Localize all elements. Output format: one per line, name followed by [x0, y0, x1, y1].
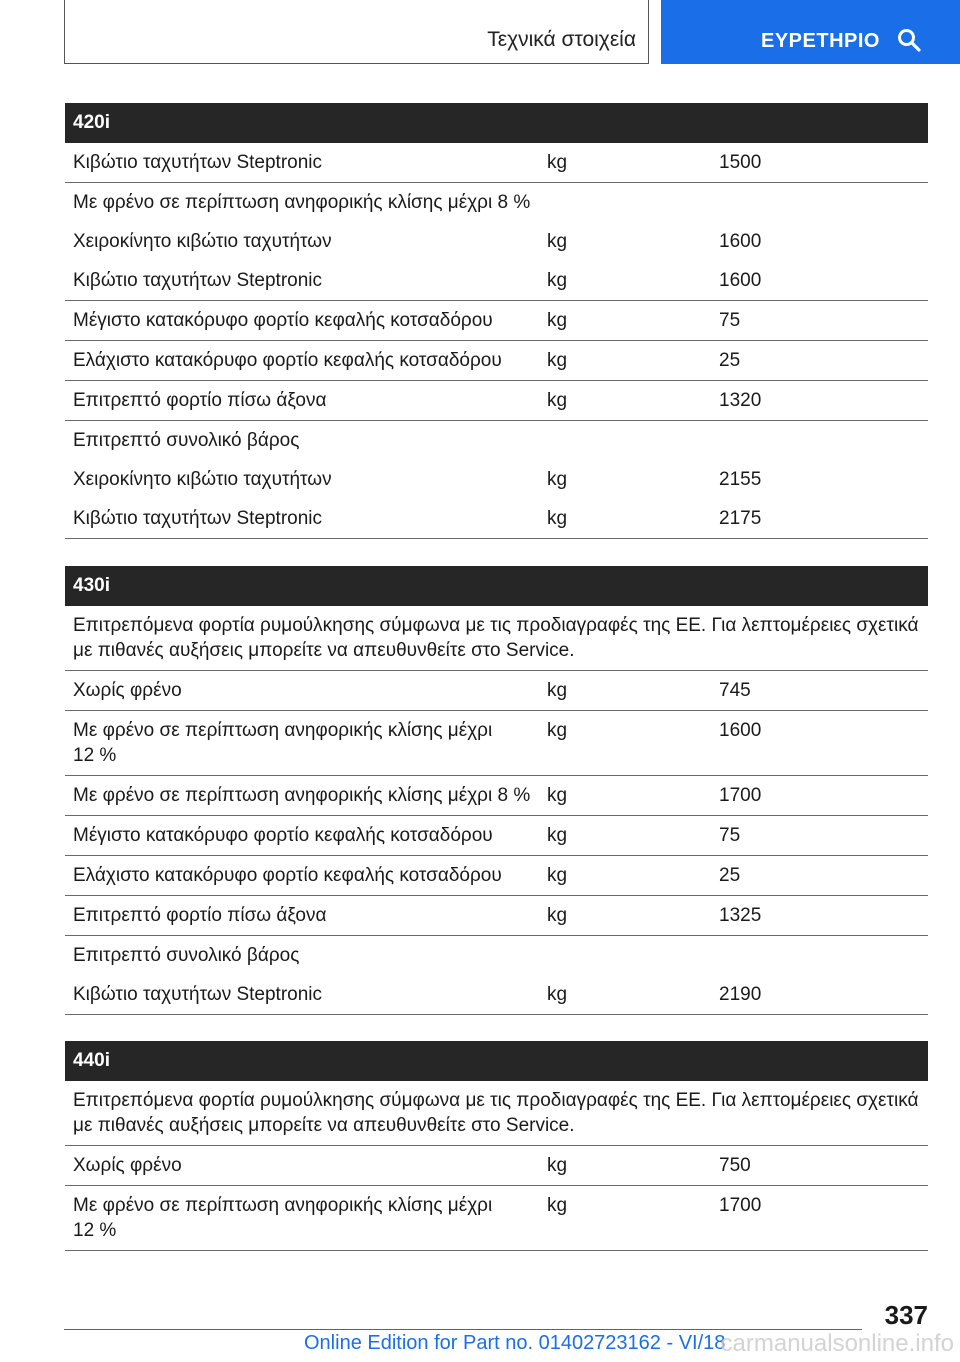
table-row [65, 143, 928, 183]
row-value: 750 [719, 1155, 751, 1176]
row-label: Χειροκίνητο κιβώτιο ταχυτήτων [73, 231, 332, 252]
row-unit: kg [547, 469, 568, 490]
row-value: 25 [719, 865, 741, 886]
row-unit: kg [547, 720, 568, 741]
row-value: 2175 [719, 508, 762, 529]
row-label: Με φρένο σε περίπτωση ανηφορικής κλίσης μέχρι 8 % [73, 785, 531, 806]
row-value: 1700 [719, 1195, 762, 1216]
row-unit: kg [547, 350, 568, 371]
table-row [65, 381, 928, 421]
page-number: 337 [884, 1300, 928, 1330]
row-unit: kg [547, 1195, 568, 1216]
row-label: Με φρένο σε περίπτωση ανηφορικής κλίσης μέχρι 12 % [73, 1195, 493, 1241]
table-row [65, 711, 928, 776]
index-label: ΕΥΡΕΤΗΡΙΟ [761, 30, 880, 52]
row-label: Κιβώτιο ταχυτήτων Steptronic [73, 152, 323, 173]
row-value: 1600 [719, 270, 762, 291]
row-unit: kg [547, 270, 568, 291]
row-value: 75 [719, 825, 741, 846]
row-value: 745 [719, 680, 751, 701]
row-label: Μέγιστο κατακόρυφο φορτίο κεφαλής κοτσαδόρου [73, 310, 493, 331]
row-value: 1320 [719, 390, 762, 411]
row-value: 2155 [719, 469, 762, 490]
row-value: 75 [719, 310, 741, 331]
row-value: 1500 [719, 152, 762, 173]
edition-link[interactable]: Online Edition for Part no. 01402723162 - VI/18 [304, 1332, 726, 1354]
table-row [65, 341, 928, 381]
table-title: 440i [65, 1041, 928, 1081]
row-label: Ελάχιστο κατακόρυφο φορτίο κεφαλής κοτσαδόρου [73, 865, 502, 886]
row-unit: kg [547, 310, 568, 331]
row-unit: kg [547, 231, 568, 252]
row-value: 1600 [719, 720, 762, 741]
row-value [719, 943, 928, 968]
row-unit: kg [547, 785, 568, 806]
table-row [65, 896, 928, 936]
row-unit: kg [547, 905, 568, 926]
row-unit: kg [547, 1155, 568, 1176]
watermark-text: carmanualsonline.info [720, 1330, 954, 1357]
section-title-link[interactable]: Τεχνικά στοιχεία [487, 28, 636, 51]
index-button[interactable] [661, 0, 960, 64]
row-unit [547, 943, 719, 968]
row-label: Επιτρεπτό φορτίο πίσω άξονα [73, 390, 327, 411]
row-label: Χωρίς φρένο [73, 680, 182, 701]
table-row [65, 421, 928, 460]
row-label: Με φρένο σε περίπτωση ανηφορικής κλίσης μέχρι 12 % [73, 720, 493, 766]
table-row [65, 776, 928, 816]
row-label: Με φρένο σε περίπτωση ανηφορικής κλίσης μέχρι 8 % [73, 192, 531, 213]
row-label: Κιβώτιο ταχυτήτων Steptronic [73, 270, 323, 291]
table-row [65, 1186, 928, 1251]
row-unit: kg [547, 984, 568, 1005]
row-value: 25 [719, 350, 741, 371]
search-icon [897, 28, 921, 52]
row-label: Κιβώτιο ταχυτήτων Steptronic [73, 508, 323, 529]
row-value: 1700 [719, 785, 762, 806]
row-label: Επιτρεπτό συνολικό βάρος [73, 945, 300, 966]
table-row [65, 1146, 928, 1186]
table-row [65, 856, 928, 896]
table-row [65, 222, 928, 261]
table-row [65, 261, 928, 301]
row-unit: kg [547, 680, 568, 701]
table-row [65, 671, 928, 711]
row-label: Επιτρεπτό φορτίο πίσω άξονα [73, 905, 327, 926]
table-row [65, 183, 928, 222]
table-title: 430i [65, 566, 928, 606]
table-row [65, 301, 928, 341]
row-value: 1325 [719, 905, 762, 926]
row-label: Μέγιστο κατακόρυφο φορτίο κεφαλής κοτσαδόρου [73, 825, 493, 846]
row-value: 1600 [719, 231, 762, 252]
row-label: Κιβώτιο ταχυτήτων Steptronic [73, 984, 323, 1005]
row-label: Ελάχιστο κατακόρυφο φορτίο κεφαλής κοτσαδόρου [73, 350, 502, 371]
table-title: 420i [65, 103, 928, 143]
row-label: Χωρίς φρένο [73, 1155, 182, 1176]
row-unit: kg [547, 152, 568, 173]
spec-table-440i [65, 1041, 928, 1251]
row-value: 2190 [719, 984, 762, 1005]
row-unit: kg [547, 825, 568, 846]
spec-table-420i [65, 103, 928, 539]
row-label: Επιτρεπτό συνολικό βάρος [73, 430, 300, 451]
note-text: Επιτρεπόμενα φορτία ρυμούλκησης σύμφωνα με τις προδιαγραφές της ΕΕ. Για λεπτομέρειες σχετικά με πιθανές αυξήσεις μπορείτε να απευθυνθείτε στο Service. [73, 615, 919, 661]
row-unit [547, 190, 719, 215]
table-row [65, 936, 928, 975]
row-unit: kg [547, 508, 568, 529]
table-row [65, 499, 928, 539]
spec-table-430i [65, 566, 928, 1015]
note-text: Επιτρεπόμενα φορτία ρυμούλκησης σύμφωνα με τις προδιαγραφές της ΕΕ. Για λεπτομέρειες σχετικά με πιθανές αυξήσεις μπορείτε να απευθυνθείτε στο Service. [73, 1090, 919, 1136]
table-note [65, 1081, 928, 1146]
row-unit [547, 428, 719, 453]
row-unit: kg [547, 865, 568, 886]
table-row [65, 816, 928, 856]
table-row [65, 460, 928, 499]
row-unit: kg [547, 390, 568, 411]
row-value [719, 428, 928, 453]
table-note [65, 606, 928, 671]
row-value [719, 190, 928, 215]
table-row [65, 975, 928, 1015]
row-label: Χειροκίνητο κιβώτιο ταχυτήτων [73, 469, 332, 490]
header-section-box [64, 0, 649, 64]
